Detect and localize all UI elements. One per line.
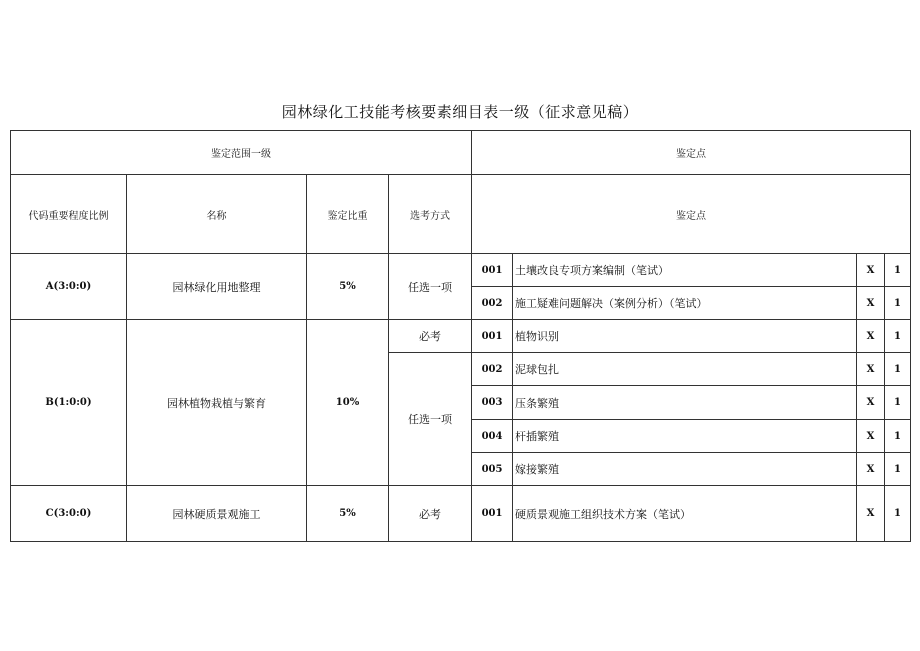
item-x: X (857, 486, 885, 542)
item-text: 土壤改良专项方案编制（笔试） (513, 254, 857, 287)
item-text: 杆插繁殖 (513, 420, 857, 453)
section-b-mode-optional: 任选一项 (389, 353, 472, 486)
item-no: 002 (472, 353, 513, 386)
section-b-ratio: 10% (307, 320, 389, 486)
item-x: X (857, 320, 885, 353)
item-x: X (857, 353, 885, 386)
item-text: 嫁接繁殖 (513, 453, 857, 486)
item-no: 004 (472, 420, 513, 453)
item-x: X (857, 420, 885, 453)
item-text: 硬质景观施工组织技术方案（笔试） (513, 486, 857, 542)
item-no: 001 (472, 486, 513, 542)
table-row (11, 486, 911, 542)
section-b-name: 园林植物栽植与繁育 (127, 320, 307, 486)
item-n: 1 (885, 353, 911, 386)
header-ratio: 鉴定比重 (307, 175, 389, 254)
header-row-2 (11, 175, 911, 254)
section-b-mode-required: 必考 (389, 320, 472, 353)
item-n: 1 (885, 420, 911, 453)
header-points-col: 鉴定点 (472, 175, 911, 254)
item-no: 003 (472, 386, 513, 420)
item-x: X (857, 254, 885, 287)
header-name: 名称 (127, 175, 307, 254)
item-n: 1 (885, 486, 911, 542)
item-text: 施工疑难问题解决（案例分析）（笔试） (513, 287, 857, 320)
item-x: X (857, 386, 885, 420)
table-row (11, 320, 911, 353)
item-text: 压条繁殖 (513, 386, 857, 420)
section-c-mode: 必考 (389, 486, 472, 542)
item-n: 1 (885, 287, 911, 320)
item-n: 1 (885, 453, 911, 486)
item-no: 001 (472, 254, 513, 287)
page-title: 园林绿化工技能考核要素细目表一级（征求意见稿） (281, 103, 639, 121)
section-b-code: B(1:0:0) (11, 320, 127, 486)
item-x: X (857, 287, 885, 320)
section-a-mode: 任选一项 (389, 254, 472, 320)
header-points: 鉴定点 (472, 131, 911, 175)
item-text: 植物识别 (513, 320, 857, 353)
header-scope: 鉴定范围一级 (11, 131, 472, 175)
item-x: X (857, 453, 885, 486)
header-row-1 (11, 131, 911, 175)
section-c-code: C(3:0:0) (11, 486, 127, 542)
item-n: 1 (885, 386, 911, 420)
assessment-table (10, 130, 911, 542)
item-n: 1 (885, 320, 911, 353)
section-a-name: 园林绿化用地整理 (127, 254, 307, 320)
item-no: 005 (472, 453, 513, 486)
section-a-code: A(3:0:0) (11, 254, 127, 320)
header-mode: 选考方式 (389, 175, 472, 254)
header-code: 代码重要程度比例 (11, 175, 127, 254)
item-no: 001 (472, 320, 513, 353)
section-c-name: 园林硬质景观施工 (127, 486, 307, 542)
item-text: 泥球包扎 (513, 353, 857, 386)
section-c-ratio: 5% (307, 486, 389, 542)
item-no: 002 (472, 287, 513, 320)
section-a-ratio: 5% (307, 254, 389, 320)
table-row (11, 254, 911, 287)
item-n: 1 (885, 254, 911, 287)
